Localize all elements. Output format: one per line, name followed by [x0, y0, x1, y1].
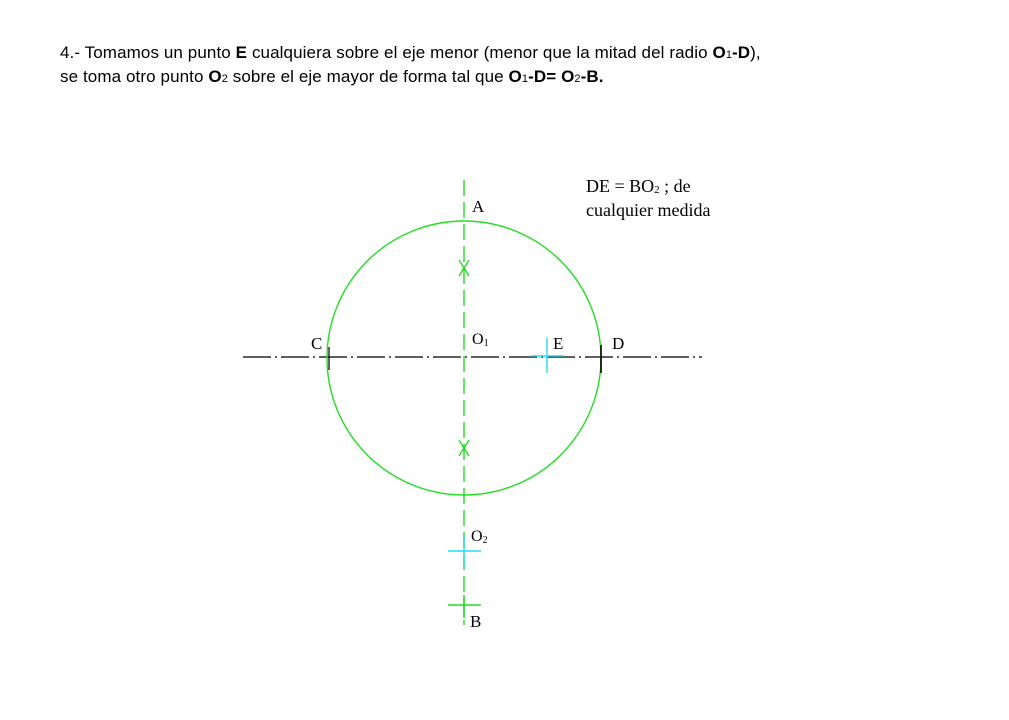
line2-o2b: O [561, 67, 575, 86]
line1-text-c: cualquiera sobre el eje menor (menor que la mitad del radio [247, 43, 713, 62]
label-a: A [472, 197, 485, 216]
label-e: E [553, 334, 564, 353]
line2-d-eq: -D= [528, 67, 562, 86]
label-b: B [470, 612, 482, 631]
line1-o-sub: 1 [725, 49, 733, 61]
label-o1: O1 [472, 331, 489, 349]
line1-o: O [712, 43, 726, 62]
line2-o1-sub: 1 [521, 73, 529, 85]
line2-b: -B. [580, 67, 604, 86]
line2-o2b-sub: 2 [574, 73, 581, 85]
line2-text-d: sobre el eje mayor de forma tal que [227, 67, 509, 86]
label-c: C [311, 334, 323, 353]
line1-text-a: 4.- Tomamos un punto [60, 43, 236, 62]
line1-d: -D [732, 43, 751, 62]
line2-o2-sub: 2 [221, 73, 228, 85]
line1-point-e: E [235, 43, 248, 62]
line2-o1: O [508, 67, 522, 86]
line2-text-a: se toma otro punto [60, 67, 209, 86]
label-d: D [612, 334, 625, 353]
label-o2: O2 [471, 528, 488, 546]
line1-text-g: ), [750, 43, 761, 62]
note-line-1: DE = BO2 ; de [586, 176, 691, 196]
note-line-2: cualquier medida [586, 200, 711, 220]
line2-o2: O [208, 67, 222, 86]
